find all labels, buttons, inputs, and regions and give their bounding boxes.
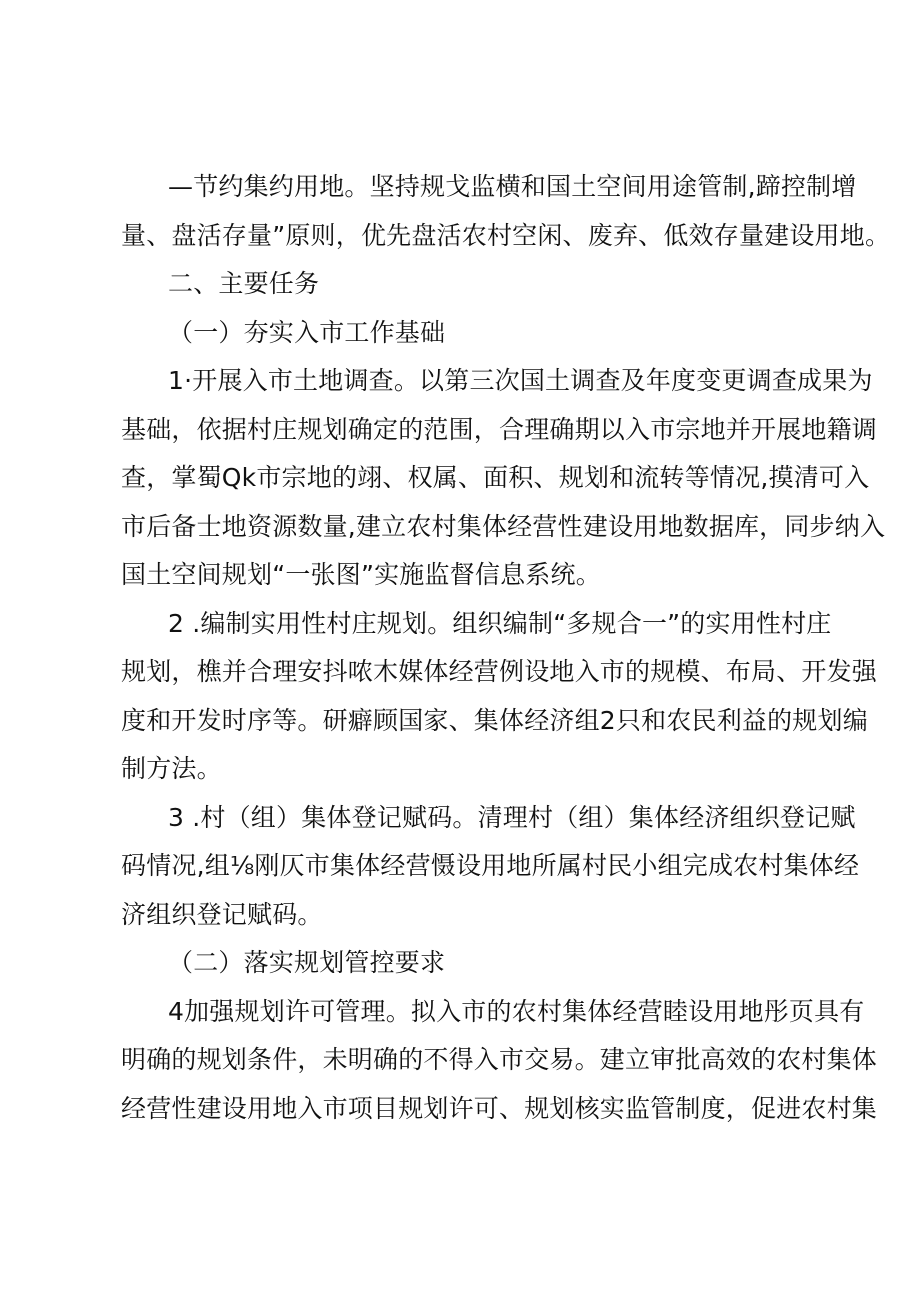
subsection-heading: （二）落实规划管控要求 (168, 948, 446, 977)
text-line: 查，掌蜀Qk市宗地的翊、权属、面积、规划和流转等情况,摸清可入 (121, 463, 870, 492)
text-line: 济组织登记赋码。 (121, 900, 323, 929)
text-line: 明确的规划条件，未明确的不得入市交易。建立审批高效的农村集体 (121, 1045, 878, 1074)
subsection-heading: （一）夯实入市工作基础 (168, 318, 446, 347)
text-line: 3 .村（组）集体登记赋码。清理村（组）集体经济组织登记赋 (168, 803, 856, 832)
text-line: 经营性建设用地入市项目规划许可、规划核实监管制度，促进农村集 (121, 1094, 878, 1123)
text-line: 市后备士地资源数量,建立农村集体经营性建设用地数据库，同步纳入 (121, 512, 886, 541)
text-line: 码情况,组⅛刚仄市集体经营慑设用地所属村民小组完成农村集体经 (121, 851, 860, 880)
text-line: 1·开展入市土地调查。以第三次国土调查及年度变更调查成果为 (168, 366, 873, 395)
text-line: 国土空间规划“一张图”实施监督信息系统。 (121, 560, 601, 589)
text-line: 4加强规划许可管理。拟入市的农村集体经营睦设用地彤页具有 (168, 997, 865, 1026)
text-line: 2 .编制实用性村庄规划。组织编制“多规合一”的实用性村庄 (168, 609, 832, 638)
text-line: 度和开发时序等。研癖顾国家、集体经济组2只和农民利益的规划编 (121, 706, 868, 735)
text-line: —节约集约用地。坚持规戈监横和国土空间用途管制,蹄控制增 (168, 172, 857, 201)
section-heading: 二、主要任务 (168, 269, 320, 298)
text-line: 规划，樵并合理安抖哝木媒体经营例设地入市的规模、布局、开发强 (121, 657, 878, 686)
text-line: 制方法。 (121, 754, 222, 783)
text-line: 基础，依据村庄规划确定的范围，合理确期以入市宗地并开展地籍调 (121, 415, 878, 444)
text-line: 量、盘活存量”原则，优先盘活农村空闲、废弃、低效存量建设用地。 (121, 221, 891, 250)
